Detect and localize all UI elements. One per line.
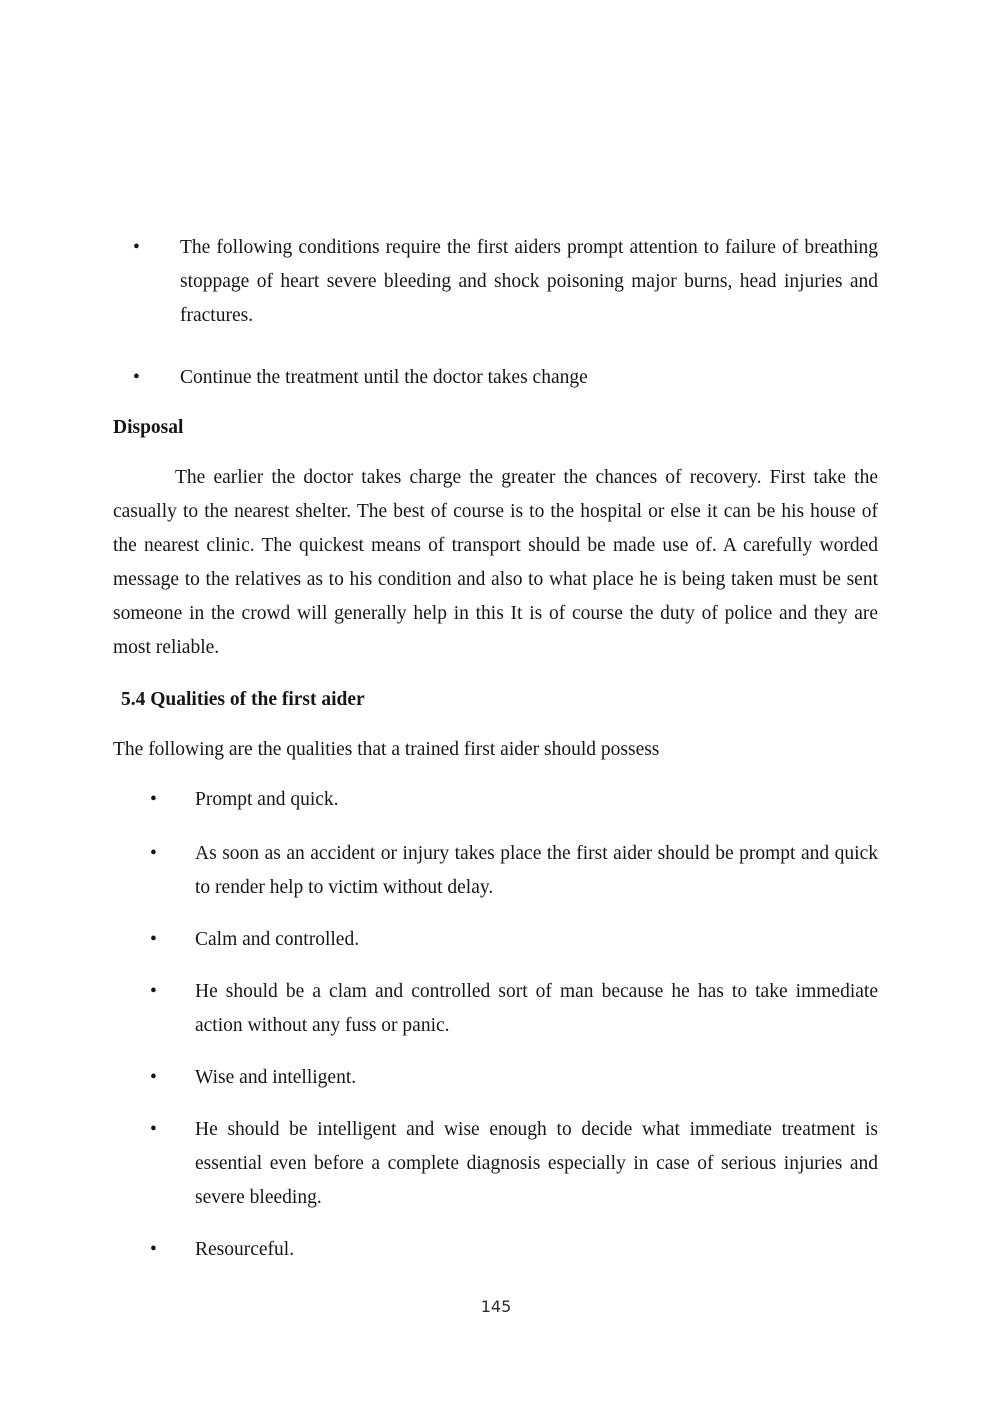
spacer — [113, 957, 878, 975]
list-item — [133, 361, 878, 395]
spacer — [113, 817, 878, 837]
list-item-text: Wise and intelligent. — [195, 1067, 357, 1088]
bullet-icon: • — [150, 843, 157, 864]
page-number: 145 — [480, 1297, 512, 1316]
spacer — [113, 1095, 878, 1113]
list-item — [150, 975, 878, 1043]
list-item-text: Resourceful. — [195, 1239, 295, 1260]
bullet-icon: • — [150, 1067, 157, 1088]
list-item-text: Prompt and quick. — [195, 789, 339, 810]
spacer — [113, 1215, 878, 1233]
section-intro-text: The following are the qualities that a trained first aider should possess — [113, 739, 660, 760]
spacer — [113, 333, 878, 361]
list-item-text: Continue the treatment until the doctor takes change — [180, 367, 588, 388]
list-item — [150, 1113, 878, 1215]
section-heading-5-4: 5.4 Qualities of the first aider — [121, 689, 365, 710]
list-item-text: As soon as an accident or injury takes place the first aider should be prompt and quick to render help to victim without delay. — [195, 843, 878, 898]
top-bullet-list — [113, 231, 878, 395]
list-item-text: He should be a clam and controlled sort of man because he has to take immediate action without any fuss or panic. — [195, 981, 878, 1036]
list-item — [150, 923, 878, 957]
spacer — [113, 767, 878, 783]
page-content — [113, 231, 878, 1267]
bullet-icon: • — [150, 1119, 157, 1140]
list-item-text: He should be intelligent and wise enough to decide what immediate treatment is essential even before a complete diagnosis especially in case of serious injuries and severe bleeding. — [195, 1119, 878, 1208]
bullet-icon: • — [150, 1239, 157, 1260]
bullet-icon: • — [150, 929, 157, 950]
bullet-icon: • — [133, 367, 140, 388]
spacer — [113, 395, 878, 411]
list-item — [150, 783, 878, 817]
bullet-icon: • — [133, 237, 140, 258]
spacer — [113, 905, 878, 923]
list-item — [150, 837, 878, 905]
list-item — [133, 231, 878, 333]
list-item — [150, 1061, 878, 1095]
spacer — [113, 1043, 878, 1061]
list-item-text: The following conditions require the first aiders prompt attention to failure of breathing stoppage of heart severe bleeding and shock poisoning major burns, head injuries and fractures. — [180, 237, 878, 326]
spacer — [113, 717, 878, 733]
list-item-text: Calm and controlled. — [195, 929, 360, 950]
qualities-bullet-list — [113, 783, 878, 1267]
disposal-heading: Disposal — [113, 417, 184, 438]
spacer — [113, 445, 878, 461]
bullet-icon: • — [150, 981, 157, 1002]
bullet-icon: • — [150, 789, 157, 810]
spacer — [113, 665, 878, 683]
disposal-paragraph: The earlier the doctor takes charge the greater the chances of recovery. First take the casually to the nearest shelter. The best of course is to the hospital or else it can be his house of the nearest clinic. The quickest means of transport should be made use of. A carefully worded message to the relatives as to his condition and also to what place he is being taken must be sent someone in the crowd will generally help in this It is of course the duty of police and they are most reliable. — [113, 467, 878, 658]
list-item — [150, 1233, 878, 1267]
